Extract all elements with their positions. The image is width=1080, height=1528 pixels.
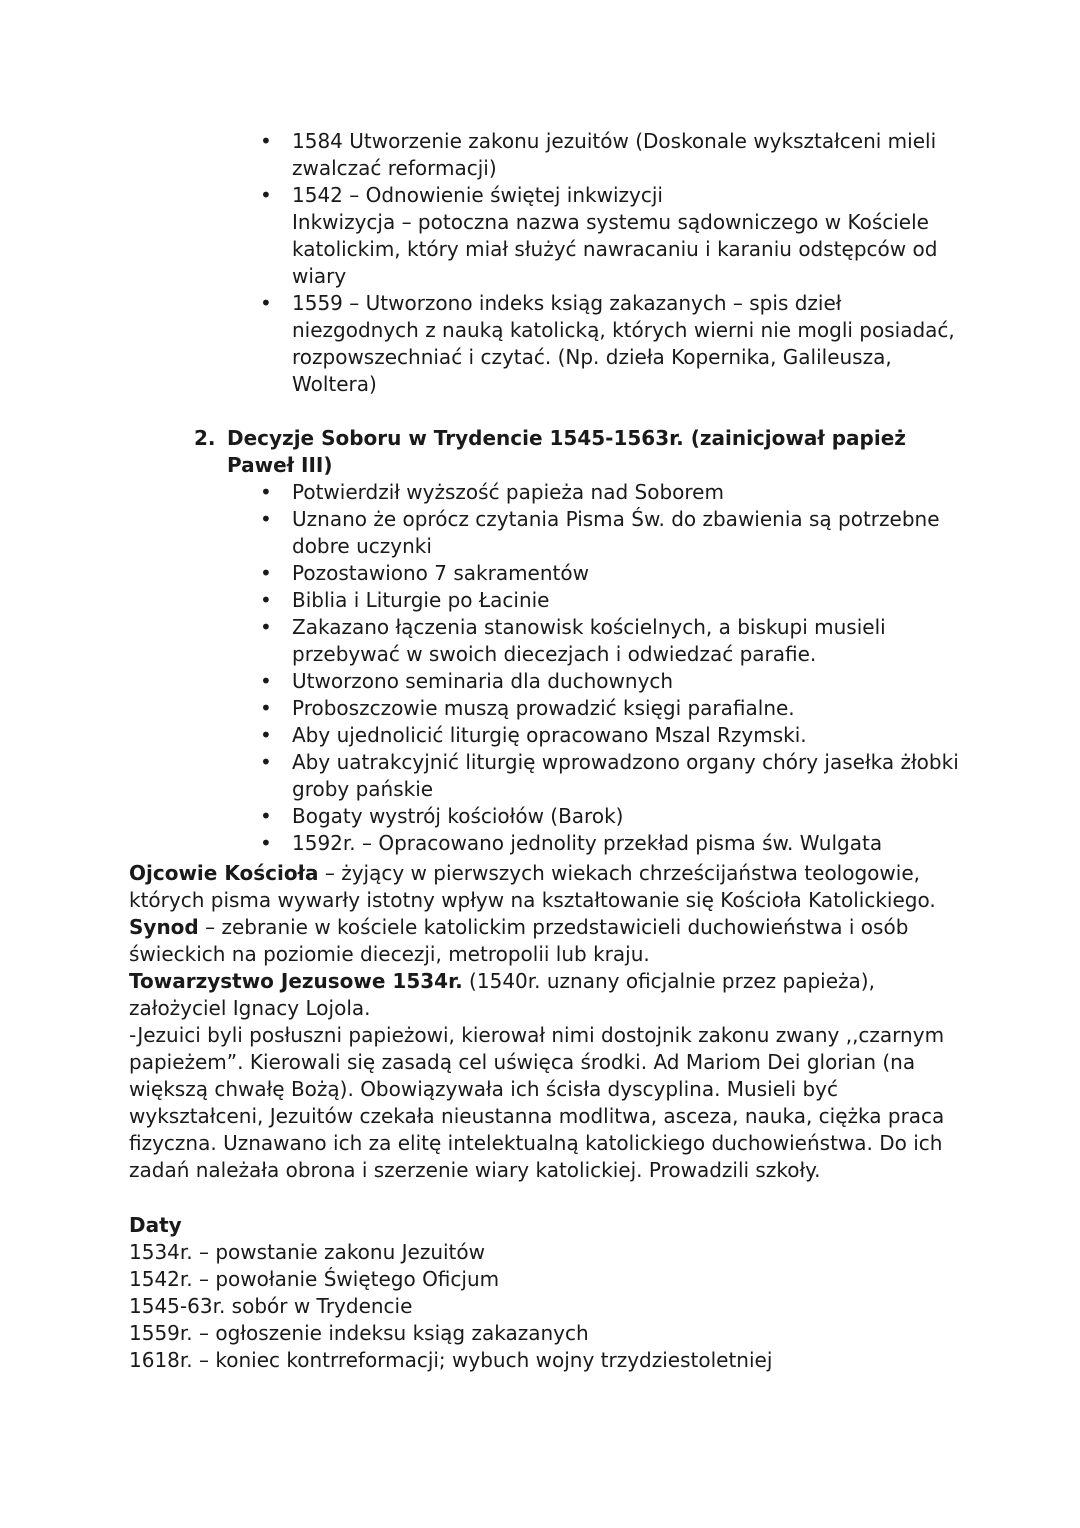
bullet-icon: • xyxy=(260,723,272,747)
trent-decisions-list xyxy=(260,479,972,857)
list-item: • 1542 – Odnowienie świętej inkwizycji Inkwizycja – potoczna nazwa systemu sądowniczego w Kościele katolickim, który miał służyć nawracaniu i karaniu odstępców od wiary xyxy=(260,183,938,288)
section-number: 2. xyxy=(194,426,216,450)
date-line: 1545-63r. sobór w Trydencie xyxy=(129,1294,413,1318)
dates-section xyxy=(129,1212,969,1374)
list-item: • Pozostawiono 7 sakramentów xyxy=(260,561,589,585)
reform-list xyxy=(260,128,972,398)
bullet-icon: • xyxy=(260,291,272,315)
list-item: • Zakazano łączenia stanowisk kościelnych, a biskupi musieli przebywać w swoich diecezjach i odwiedzać parafie. xyxy=(260,615,886,666)
bullet-icon: • xyxy=(260,696,272,720)
bullet-icon: • xyxy=(260,129,272,153)
ojcowie-paragraph: Ojcowie Kościoła – żyjący w pierwszych wiekach chrześcijaństwa teologowie, których pisma wywarły istotny wpływ na kształtowanie się Kościoła Katolickiego. xyxy=(129,861,936,912)
bullet-icon: • xyxy=(260,831,272,855)
bullet-icon: • xyxy=(260,561,272,585)
list-item: • Aby ujednolicić liturgię opracowano Mszal Rzymski. xyxy=(260,723,807,747)
list-item: • 1592r. – Opracowano jednolity przekład pisma św. Wulgata xyxy=(260,831,883,855)
list-item: • Bogaty wystrój kościołów (Barok) xyxy=(260,804,624,828)
synod-paragraph: Synod – zebranie w kościele katolickim przedstawicieli duchowieństwa i osób świeckich na poziomie diecezji, metropolii lub kraju. xyxy=(129,915,909,966)
section-heading xyxy=(194,425,974,479)
towarzystwo-term: Towarzystwo Jezusowe 1534r. xyxy=(129,969,463,993)
list-item: • 1559 – Utworzono indeks ksiąg zakazanych – spis dzieł niezgodnych z nauką katolicką, których wierni nie mogli posiadać, rozpowszechniać i czytać. (Np. dzieła Kopernika, Galileusza, Woltera) xyxy=(260,291,955,396)
bullet-icon: • xyxy=(260,804,272,828)
inkwizycja-definition: Inkwizycja – potoczna nazwa systemu sądowniczego w Kościele katolickim, który miał służyć nawracaniu i karaniu odstępców od wiary xyxy=(292,210,938,288)
bullet-icon: • xyxy=(260,183,272,207)
date-line: 1542r. – powołanie Świętego Oficjum xyxy=(129,1267,500,1291)
date-line: 1559r. – ogłoszenie indeksu ksiąg zakazanych xyxy=(129,1321,589,1345)
ojcowie-term: Ojcowie Kościoła xyxy=(129,861,319,885)
list-item: • Proboszczowie muszą prowadzić księgi parafialne. xyxy=(260,696,795,720)
synod-term: Synod xyxy=(129,915,199,939)
section-title: Decyzje Soboru w Trydencie 1545-1563r. (zainicjował papież Paweł III) xyxy=(227,426,906,477)
bullet-icon: • xyxy=(260,615,272,639)
bullet-icon: • xyxy=(260,480,272,504)
bullet-icon: • xyxy=(260,750,272,774)
date-line: 1534r. – powstanie zakonu Jezuitów xyxy=(129,1240,485,1264)
list-item: • Aby uatrakcyjnić liturgię wprowadzono organy chóry jasełka żłobki groby pańskie xyxy=(260,750,959,801)
bullet-icon: • xyxy=(260,588,272,612)
list-item: • Uznano że oprócz czytania Pisma Św. do zbawienia są potrzebne dobre uczynki xyxy=(260,507,940,558)
list-item: • Potwierdził wyższość papieża nad Soborem xyxy=(260,480,724,504)
list-item: • Utworzono seminaria dla duchownych xyxy=(260,669,674,693)
bullet-icon: • xyxy=(260,507,272,531)
list-item: • 1584 Utworzenie zakonu jezuitów (Doskonale wykształceni mieli zwalczać reformacji) xyxy=(260,129,937,180)
bullet-icon: • xyxy=(260,669,272,693)
definitions-block xyxy=(129,860,969,1184)
towarzystwo-paragraph: Towarzystwo Jezusowe 1534r. (1540r. uznany oficjalnie przez papieża), założyciel Ignacy Lojola. xyxy=(129,969,875,1020)
list-item: • Biblia i Liturgie po Łacinie xyxy=(260,588,550,612)
dates-title: Daty xyxy=(129,1213,182,1237)
jezuici-paragraph: -Jezuici byli posłuszni papieżowi, kierował nimi dostojnik zakonu zwany ,,czarnym papieżem”. Kierowali się zasadą cel uświęca środki. Ad Mariom Dei glorian (na większą chwałę Bożą). Obowiązywała ich ścisła dyscyplina. Musieli być wykształceni, Jezuitów czekała nieustanna modlitwa, asceza, nauka, ciężka praca fizyczna. Uznawano ich za elitę intelektualną katolickiego duchowieństwa. Do ich zadań należała obrona i szerzenie wiary katolickiej. Prowadzili szkoły. xyxy=(129,1023,945,1182)
date-line: 1618r. – koniec kontrreformacji; wybuch wojny trzydziestoletniej xyxy=(129,1348,773,1372)
